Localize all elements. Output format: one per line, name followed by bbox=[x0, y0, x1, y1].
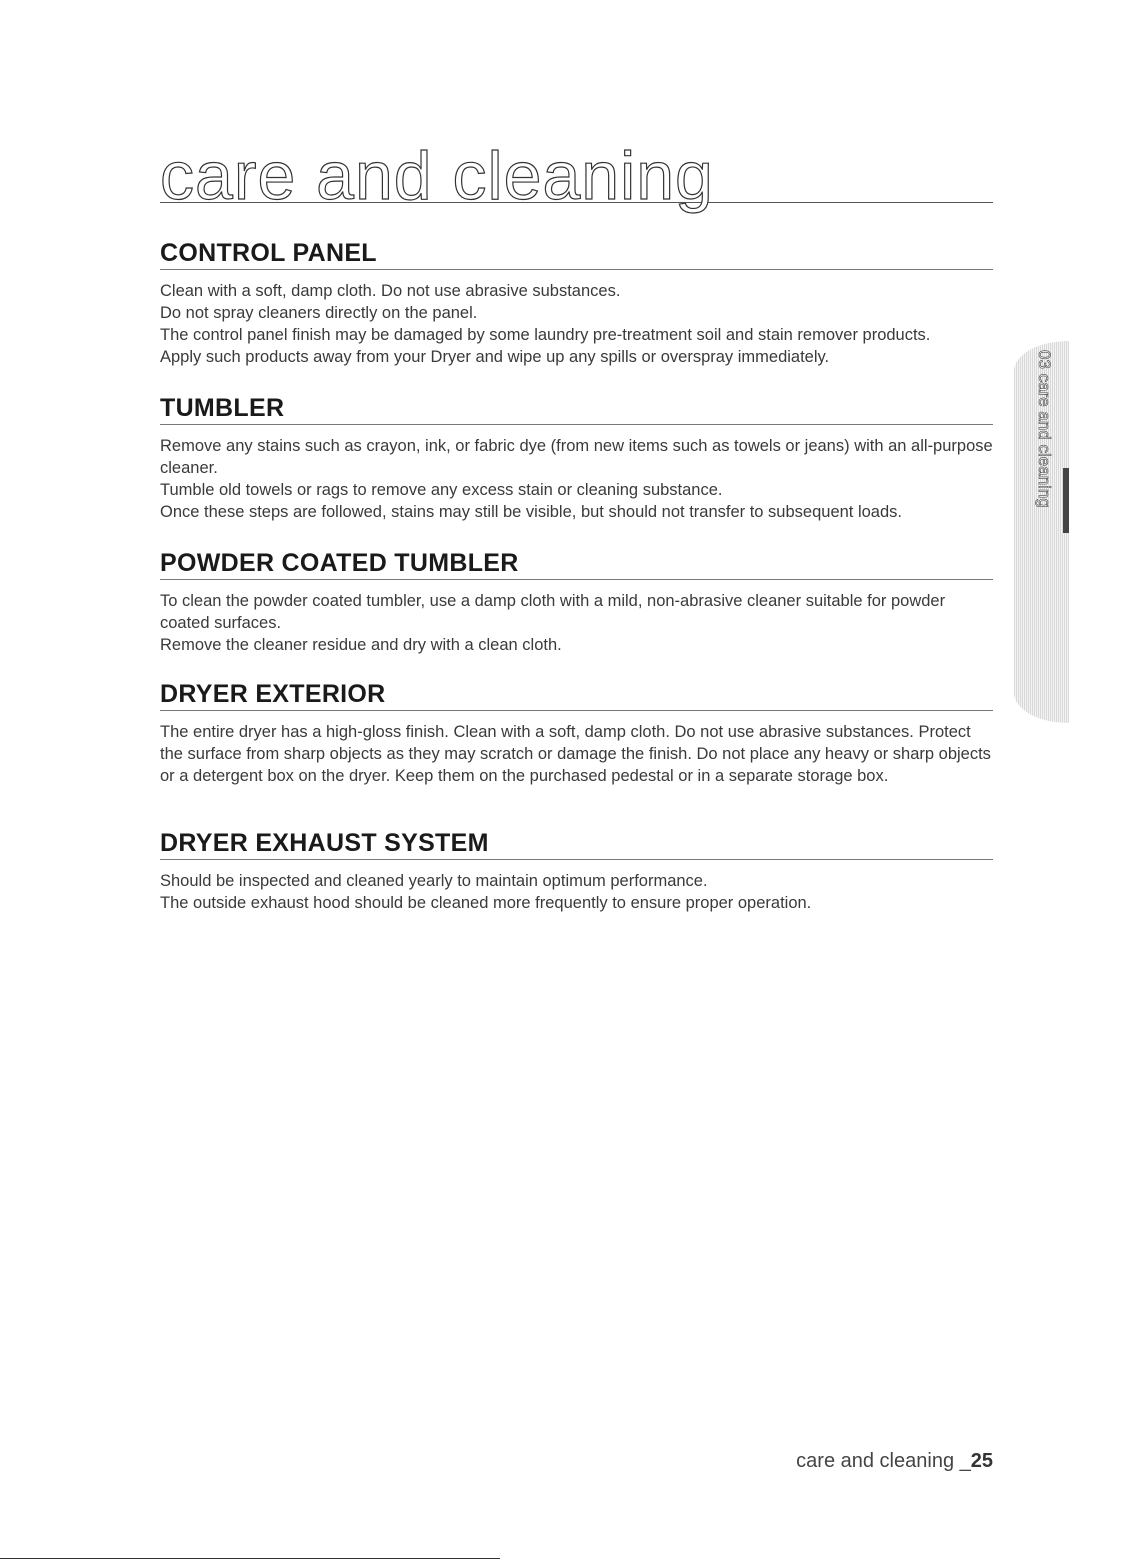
paragraph: To clean the powder coated tumbler, use a damp cloth with a mild, non-abrasive cleaner suitable for powder coated surfaces. bbox=[160, 592, 946, 632]
paragraph: Do not spray cleaners directly on the panel. bbox=[160, 304, 478, 322]
section-heading: DRYER EXHAUST SYSTEM bbox=[160, 828, 993, 860]
bottom-divider bbox=[0, 1558, 500, 1559]
chapter-tab-marker bbox=[1063, 468, 1069, 533]
section-powder-coated-tumbler bbox=[160, 548, 993, 656]
page-title: care and cleaning bbox=[160, 142, 993, 203]
section-dryer-exterior bbox=[160, 679, 993, 787]
chapter-side-tab-label: 03 care and cleaning bbox=[1035, 350, 1054, 508]
section-heading: CONTROL PANEL bbox=[160, 238, 993, 270]
section-dryer-exhaust-system bbox=[160, 828, 993, 914]
section-heading: POWDER COATED TUMBLER bbox=[160, 548, 993, 580]
paragraph: Remove the cleaner residue and dry with a clean cloth. bbox=[160, 636, 562, 654]
section-heading: DRYER EXTERIOR bbox=[160, 679, 993, 711]
section-heading: TUMBLER bbox=[160, 393, 993, 425]
paragraph: Once these steps are followed, stains may still be visible, but should not transfer to subsequent loads. bbox=[160, 503, 902, 521]
footer-label: care and cleaning _ bbox=[796, 1450, 971, 1472]
section-tumbler bbox=[160, 393, 993, 523]
paragraph: The outside exhaust hood should be cleaned more frequently to ensure proper operation. bbox=[160, 894, 812, 912]
paragraph: Tumble old towels or rags to remove any excess stain or cleaning substance. bbox=[160, 481, 723, 499]
section-control-panel bbox=[160, 238, 993, 368]
paragraph: Remove any stains such as crayon, ink, or fabric dye (from new items such as towels or jeans) with an all-purpose cleaner. bbox=[160, 437, 993, 477]
page-number: 25 bbox=[970, 1450, 993, 1472]
paragraph: Should be inspected and cleaned yearly to maintain optimum performance. bbox=[160, 872, 708, 890]
page-footer bbox=[796, 1450, 993, 1473]
paragraph: Apply such products away from your Dryer and wipe up any spills or overspray immediately. bbox=[160, 348, 830, 366]
paragraph: The control panel finish may be damaged by some laundry pre-treatment soil and stain remover products. bbox=[160, 326, 931, 344]
paragraph: Clean with a soft, damp cloth. Do not use abrasive substances. bbox=[160, 282, 621, 300]
paragraph: The entire dryer has a high-gloss finish. Clean with a soft, damp cloth. Do not use abrasive substances. Protect the surface from sharp objects as they may scratch or damage the finish. Do not place any heavy or sharp objects or a detergent box on the dryer. Keep them on the purchased pedestal or in a separate storage box. bbox=[160, 723, 991, 785]
